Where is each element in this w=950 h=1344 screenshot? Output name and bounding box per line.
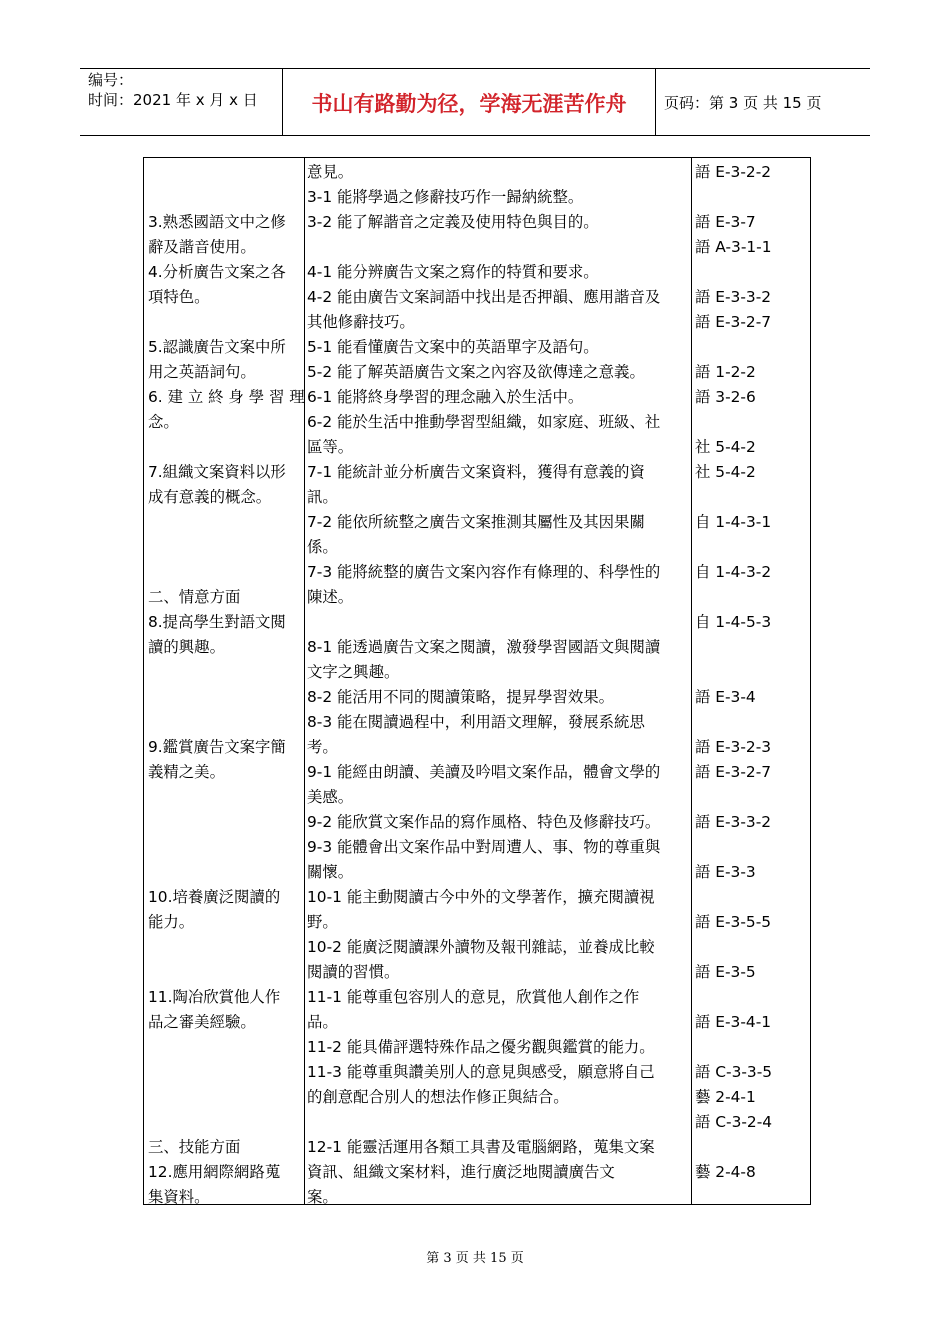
objective-line: 4.分析廣告文案之各 [148,263,286,281]
indicator-line: 7-2 能依所統整之廣告文案推測其屬性及其因果關 [307,513,645,531]
page-footer: 第 3 页 共 15 页 [426,1251,524,1266]
objective-line: 品之審美經驗。 [148,1013,256,1031]
header-meta [88,70,258,110]
competency-code: 語 3-2-6 [695,388,756,406]
indicator-line: 4-2 能由廣告文案詞語中找出是否押韻、應用諧音及 [307,288,661,306]
objective-line: 9.鑑賞廣告文案字簡 [148,738,286,756]
header-divider [282,68,283,136]
competency-code: 藝 2-4-1 [695,1088,756,1106]
indicator-line: 5-1 能看懂廣告文案中的英語單字及語句。 [307,338,599,356]
indicator-line: 3-1 能將學過之修辭技巧作一歸納統整。 [307,188,584,206]
indicator-line: 案。 [307,1188,338,1206]
indicator-line: 4-1 能分辨廣告文案之寫作的特質和要求。 [307,263,599,281]
objective-line: 用之英語詞句。 [148,363,256,381]
objective-line: 12.應用網際網路蒐 [148,1163,281,1181]
indicator-line: 11-2 能具備評選特殊作品之優劣觀與鑑賞的能力。 [307,1038,655,1056]
competency-code: 語 A-3-1-1 [695,238,772,256]
indicator-line: 品。 [307,1013,338,1031]
indicator-line: 考。 [307,738,338,756]
competency-code: 社 5-4-2 [695,463,756,481]
competency-code: 語 E-3-2-3 [695,738,772,756]
indicator-line: 6-2 能於生活中推動學習型組織，如家庭、班級、社 [307,413,661,431]
indicator-line: 美感。 [307,788,354,806]
indicator-line: 的創意配合別人的想法作修正與結合。 [307,1088,569,1106]
indicator-line: 8-3 能在閱讀過程中，利用語文理解，發展系統思 [307,713,645,731]
indicator-line: 陳述。 [307,588,354,606]
objective-line: 二、情意方面 [148,588,241,606]
competency-code: 藝 2-4-8 [695,1163,756,1181]
indicator-line: 文字之興趣。 [307,663,400,681]
competency-code: 語 C-3-3-5 [695,1063,773,1081]
column-divider [304,158,305,1204]
indicator-line: 資訊、組織文案材料，進行廣泛地閱讀廣告文 [307,1163,615,1181]
competency-code: 語 E-3-7 [695,213,756,231]
indicator-line: 其他修辭技巧。 [307,313,415,331]
objective-line: 7.組織文案資料以形 [148,463,286,481]
objective-line: 集資料。 [148,1188,210,1206]
header-divider [655,68,656,136]
indicator-line: 6-1 能將終身學習的理念融入於生活中。 [307,388,584,406]
objective-line: 義精之美。 [148,763,225,781]
indicator-line: 9-2 能欣賞文案作品的寫作風格、特色及修辭技巧。 [307,813,661,831]
header-top-rule [80,68,870,69]
header-slogan: 书山有路勤为径，学海无涯苦作舟 [311,91,627,116]
indicator-line: 區等。 [307,438,354,456]
competency-code: 語 E-3-3 [695,863,756,881]
indicator-line: 10-1 能主動閱讀古今中外的文學著作，擴充閱讀視 [307,888,655,906]
indicator-line: 關懷。 [307,863,354,881]
competency-code: 語 E-3-5 [695,963,756,981]
competency-code: 自 1-4-3-2 [695,563,772,581]
objective-line: 5.認識廣告文案中所 [148,338,286,356]
header-bottom-rule [80,135,870,136]
objective-line: 能力。 [148,913,195,931]
objective-line: 項特色。 [148,288,210,306]
objective-line: 3.熟悉國語文中之修 [148,213,286,231]
indicator-line: 11-3 能尊重與讚美別人的意見與感受，願意將自己 [307,1063,655,1081]
objective-line: 讀的興趣。 [148,638,225,656]
indicator-line: 野。 [307,913,338,931]
competency-code: 語 E-3-4 [695,688,756,706]
competency-code: 語 E-3-3-2 [695,288,772,306]
competency-code: 語 E-3-2-7 [695,313,772,331]
competency-code: 語 E-3-2-7 [695,763,772,781]
indicator-line: 7-3 能將統整的廣告文案內容作有條理的、科學性的 [307,563,661,581]
indicator-line: 12-1 能靈活運用各類工具書及電腦網路，蒐集文案 [307,1138,655,1156]
indicator-line: 係。 [307,538,338,556]
objective-line: 成有意義的概念。 [148,488,272,506]
indicator-line: 3-2 能了解諧音之定義及使用特色與目的。 [307,213,599,231]
document-number-label: 编号： [88,71,134,89]
indicator-line: 8-1 能透過廣告文案之閱讀，激發學習國語文與閱讀 [307,638,661,656]
document-date-label: 时间：2021 年 x 月 x 日 [88,91,258,109]
objective-line: 6. 建 立 終 身 學 習 理 [148,388,305,406]
objective-line: 念。 [148,413,179,431]
competency-code: 語 1-2-2 [695,363,756,381]
indicator-line: 9-3 能體會出文案作品中對周遭人、事、物的尊重與 [307,838,661,856]
competency-code: 社 5-4-2 [695,438,756,456]
indicator-line: 訊。 [307,488,338,506]
objective-line: 11.陶冶欣賞他人作 [148,988,281,1006]
indicator-line: 5-2 能了解英語廣告文案之內容及欲傳達之意義。 [307,363,645,381]
indicator-line: 閱讀的習慣。 [307,963,400,981]
indicator-line: 8-2 能活用不同的閱讀策略，提昇學習效果。 [307,688,615,706]
competency-code: 語 E-3-4-1 [695,1013,772,1031]
indicator-line: 9-1 能經由朗讀、美讀及吟唱文案作品，體會文學的 [307,763,661,781]
competency-code: 語 C-3-2-4 [695,1113,773,1131]
objective-line: 辭及諧音使用。 [148,238,256,256]
header-page-number: 页码：第 3 页 共 15 页 [664,94,822,112]
indicator-line: 11-1 能尊重包容別人的意見，欣賞他人創作之作 [307,988,640,1006]
column-divider [691,158,692,1204]
objective-line: 10.培養廣泛閱讀的 [148,888,281,906]
competency-code: 語 E-3-2-2 [695,163,772,181]
indicator-line: 10-2 能廣泛閱讀課外讀物及報刊雜誌，並養成比較 [307,938,655,956]
curriculum-table [143,157,811,1205]
competency-code: 語 E-3-3-2 [695,813,772,831]
competency-code: 自 1-4-3-1 [695,513,772,531]
competency-code: 語 E-3-5-5 [695,913,772,931]
indicator-line: 7-1 能統計並分析廣告文案資料，獲得有意義的資 [307,463,645,481]
indicator-line: 意見。 [307,163,354,181]
objective-line: 三、技能方面 [148,1138,241,1156]
objective-line: 8.提高學生對語文閱 [148,613,286,631]
competency-code: 自 1-4-5-3 [695,613,772,631]
